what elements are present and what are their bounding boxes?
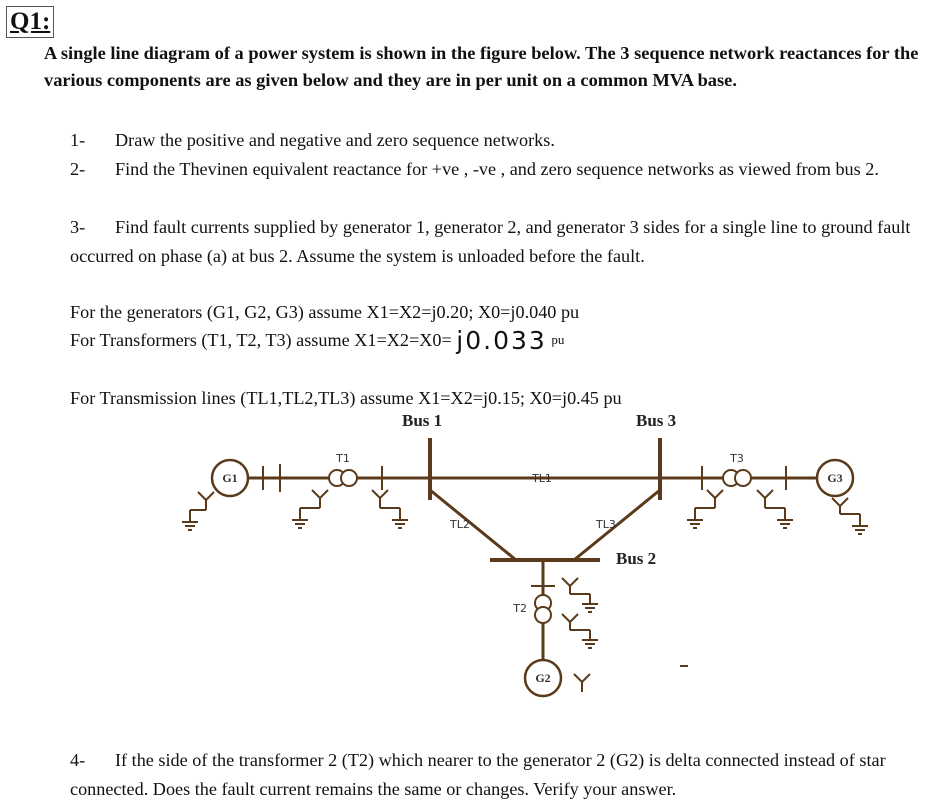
tl3-label: TL3 — [596, 518, 616, 531]
bus1-label: Bus 1 — [402, 411, 443, 430]
t1-winding-2 — [341, 470, 357, 486]
t3-wye-ground-left — [687, 490, 723, 528]
g2-wye-ungrounded — [574, 674, 590, 692]
t1-wye-ground-right — [372, 490, 408, 528]
g2-generator — [525, 660, 561, 696]
task-4-text: If the side of the transformer 2 (T2) which nearer to the generator 2 (G2) is delta connected instead of star connected. Does the fault current remains the same or changes. Verify your answer. — [70, 750, 886, 799]
t2-wye-ground-lower — [562, 614, 598, 648]
tl1-label: TL1 — [532, 472, 552, 485]
t2-winding-2 — [535, 607, 551, 623]
task-2-number: 2- — [70, 159, 86, 179]
g2-label: G2 — [535, 671, 551, 685]
g3-wye-ground — [832, 498, 868, 534]
tl2-label: TL2 — [450, 518, 470, 531]
g3-label: G3 — [827, 471, 843, 485]
generator-params: For the generators (G1, G2, G3) assume X1=X2=j0.20; X0=j0.040 pu — [70, 302, 580, 322]
bus3-label: Bus 3 — [636, 411, 677, 430]
task-3-number: 3- — [70, 217, 86, 237]
tl2-line — [430, 490, 516, 560]
task-1-number: 1- — [70, 130, 86, 150]
task-2-text: Find the Thevinen equivalent reactance for +ve , -ve , and zero sequence networks as viewed from bus 2. — [115, 159, 879, 179]
t1-label: T1 — [336, 452, 350, 465]
question-label: Q1: — [6, 6, 54, 38]
transformer-params — [70, 328, 564, 353]
task-2 — [70, 155, 940, 184]
transformer-params-unit: pu — [551, 332, 565, 347]
single-line-diagram — [160, 410, 900, 710]
g3-generator — [817, 460, 853, 496]
t3-label: T3 — [730, 452, 744, 465]
t2-label: T2 — [513, 602, 527, 615]
t1-wye-ground-left — [292, 490, 328, 528]
task-1 — [70, 126, 940, 155]
transformer-reactance-value: j0.033 — [456, 326, 547, 355]
grounding-symbols — [182, 490, 868, 692]
task-3 — [70, 213, 940, 271]
line-params: For Transmission lines (TL1,TL2,TL3) assume X1=X2=j0.15; X0=j0.45 pu — [70, 388, 622, 408]
task-4-number: 4- — [70, 750, 86, 770]
g1-generator — [212, 460, 248, 496]
t1-transformer — [329, 470, 357, 486]
t2-wye-ground-upper — [562, 578, 598, 612]
bus2-label: Bus 2 — [616, 549, 657, 568]
task-1-text: Draw the positive and negative and zero sequence networks. — [115, 130, 555, 150]
question-intro: A single line diagram of a power system is shown in the figure below. The 3 sequence network reactances for the various components are as given below and they are in per unit on a common MVA base. — [44, 43, 919, 90]
t2-transformer — [535, 595, 551, 623]
g1-label: G1 — [222, 471, 238, 485]
task-4 — [70, 746, 940, 804]
task-3-text: Find fault currents supplied by generator 1, generator 2, and generator 3 sides for a single line to ground fault occurred on phase (a) at bus 2. Assume the system is unloaded before the fault. — [70, 217, 911, 266]
t3-transformer — [723, 470, 751, 486]
transformer-params-text: For Transformers (T1, T2, T3) assume X1=X2=X0= — [70, 330, 452, 350]
t3-winding-2 — [735, 470, 751, 486]
g1-wye-ground — [182, 492, 214, 530]
t3-wye-ground-right — [757, 490, 793, 528]
